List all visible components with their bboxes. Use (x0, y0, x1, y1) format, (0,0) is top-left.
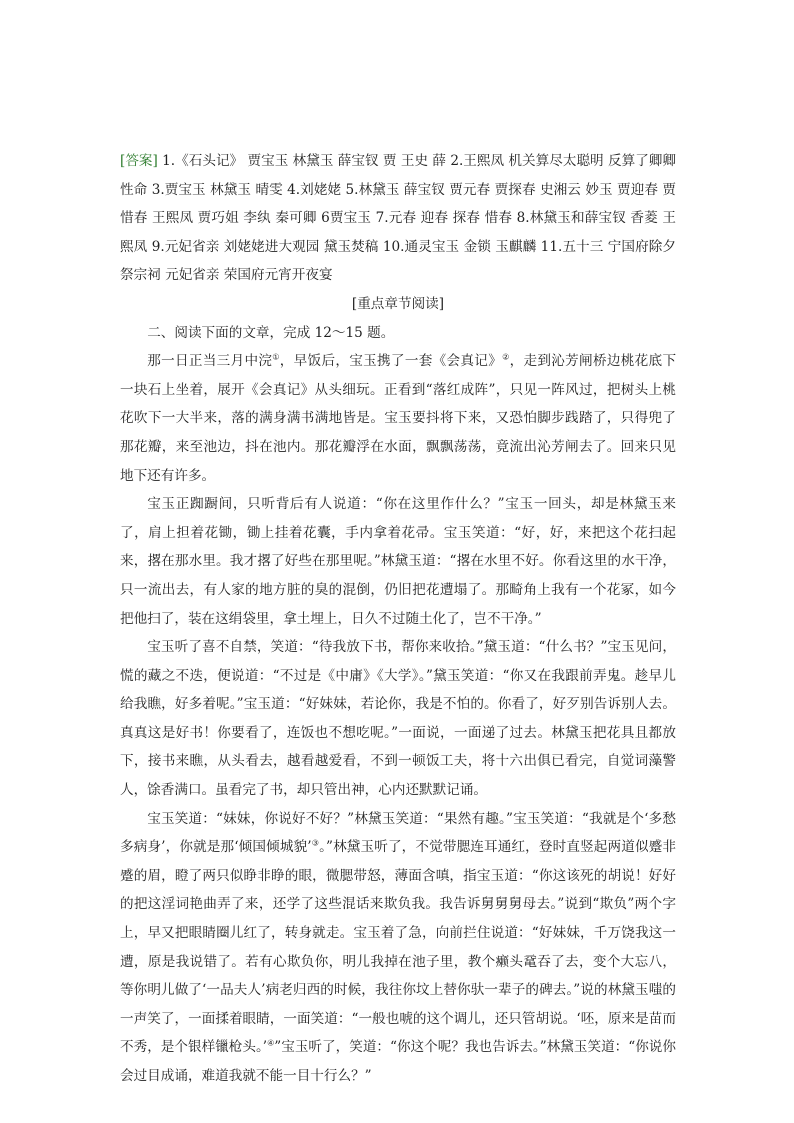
section-title: [重点章节阅读] (351, 295, 445, 312)
paragraph-2: 宝玉正踟蹰间，只听背后有人说道：“你在这里作什么？”宝玉一回头，却是林黛玉来了，肩上担着花锄，锄上挂着花囊，手内拿着花帚。宝玉笑道：“好，好，来把这个花扫起来，撂在那水里。我才撂了好些在那里呢。”林黛玉道：“撂在水里不好。你看这里的水干净，只一流出去，有人家的地方脏的臭的混倒，仍旧把花遭塌了。那畸角上我有一个花冢，如今把他扫了，装在这绢袋里，拿土埋上，日久不过随土化了，岂不干净。” (120, 496, 676, 627)
paragraph-4-part-b: 。”林黛玉听了，不觉带腮连耳通红，登时直竖起两道似蹙非蹙的眉，瞪了两只似睁非睁的眼，微腮带怒，薄面含嗔，指宝玉道：“你这该死的胡说！好好的把这淫词艳曲弄了来，还学了这些混话来欺负我。我告诉舅舅舅母去。”说到“欺负”两个字上，早又把眼睛圈儿红了，转身就走。宝玉着了急，向前拦住说道：“好妹妹，千万饶我这一遭，原是我说错了。若有心欺负你，明儿我掉在池子里，教个癞头鼋吞了去，变个大忘八，等你明儿做了‘一品夫人’病老归西的时候，我往你坟上替你驮一辈子的碑去。”说的林黛玉嗤的一声笑了，一面揉着眼睛，一面笑道：“一般也唬的这个调儿，还只管胡说。‘呸，原来是苗而不秀，是个银样镴枪头。’ (120, 839, 677, 1056)
footnote-marker-4: ④ (267, 1038, 275, 1048)
paragraph-1-part-a: 那一日正当三月中浣 (147, 353, 273, 370)
paragraph-1 (120, 347, 676, 490)
question-instruction: 二、阅读下面的文章，完成 12～15 题。 (147, 324, 395, 341)
footnote-marker-1: ① (272, 352, 280, 362)
answer-label: [答案] (120, 153, 158, 169)
paragraph-1-part-b: ，早饭后，宝玉携了一套《会真记》 (279, 353, 503, 370)
paragraph-1-part-c: ，走到沁芳闸桥边桃花底下一块石上坐着，展开《会真记》从头细玩。正看到“落红成阵”，只见一阵风过，把树头上桃花吹下一大半来，落的满身满书满地皆是。宝玉要抖将下来，又恐怕脚步践踏了，只得兜了那花瓣，来至池边，抖在池内。那花瓣浮在水面，飘飘荡荡，竟流出沁芳闸去了。回来只见地下还有许多。 (120, 353, 677, 484)
footnote-marker-2: ② (502, 352, 510, 362)
answer-block (120, 147, 676, 290)
answer-text: 1.《石头记》 贾宝玉 林黛玉 薛宝钗 贾 王史 薛 2.王熙凤 机关算尽太聪明 反算了卿卿性命 3.贾宝玉 林黛玉 晴雯 4.刘姥姥 5.林黛玉 薛宝钗 贾元春 贾探春 史湘云 妙玉 贾迎春 贾惜春 王熙凤 贾巧姐 李纨 秦可卿 6贾宝玉 7.元春 迎春 探春 惜春 8.林黛玉和薛宝钗 香菱 王熙凤 9.元妃省亲 刘姥姥进大观园 黛玉焚稿 10.通灵宝玉 金锁 玉麒麟 11.五十三 宁国府除夕祭宗祠 元妃省亲 荣国府元宵开夜宴 (120, 153, 676, 284)
footnote-marker-3: ③ (311, 838, 320, 848)
paragraph-4-part-a: 宝玉笑道：“妹妹，你说好不好？”林黛玉笑道：“果然有趣。”宝玉笑道：“我就是个‘多愁多病身’，你就是那‘倾国倾城貌’ (120, 810, 676, 856)
paragraph-4-part-c: ”宝玉听了，笑道：“你这个呢？我也告诉去。”林黛玉笑道：“你说你会过目成诵，难道我就不能一目十行么？” (120, 1039, 677, 1084)
paragraph-3: 宝玉听了喜不自禁，笑道：“待我放下书，帮你来收拾。”黛玉道：“什么书？”宝玉见问，慌的藏之不迭，便说道：“不过是《中庸》《大学》。”黛玉笑道：“你又在我跟前弄鬼。趁早儿给我瞧，好多着呢。”宝玉道：“好妹妹，若论你，我是不怕的。你看了，好歹别告诉别人去。真真这是好书！你要看了，连饭也不想吃呢。”一面说，一面递了过去。林黛玉把花具且都放下，接书来瞧，从头看去，越看越爱看，不到一顿饭工夫，将十六出俱已看完，自觉词藻警人，馀香满口。虽看完了书，却只管出神，心内还默默记诵。 (120, 639, 676, 799)
document-page (120, 147, 676, 1091)
paragraph-4 (120, 805, 676, 1091)
